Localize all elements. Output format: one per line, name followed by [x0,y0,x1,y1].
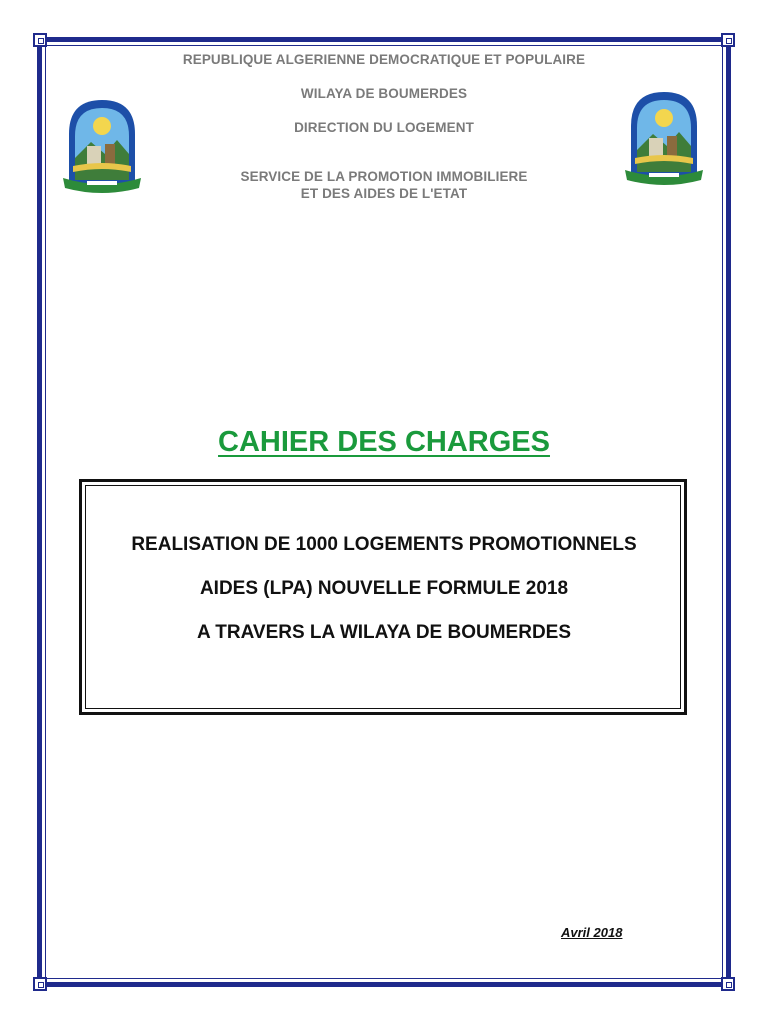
frame-corner-top-left [33,33,47,47]
header-service-line1: SERVICE DE LA PROMOTION IMMOBILIERE [240,169,528,184]
wilaya-emblem-left-icon [61,96,143,196]
subject-line-2: AIDES (LPA) NOUVELLE FORMULE 2018 [199,578,569,599]
document-date: Avril 2018 [561,925,623,940]
header-service-line2: ET DES AIDES DE L'ETAT [300,186,468,201]
subject-line-3: A TRAVERS LA WILAYA DE BOUMERDES [196,622,572,643]
frame-corner-bottom-right [721,977,735,991]
header-direction: DIRECTION DU LOGEMENT [294,120,474,135]
header-wilaya: WILAYA DE BOUMERDES [300,86,468,101]
frame-corner-top-right [721,33,735,47]
frame-corner-bottom-left [33,977,47,991]
subject-line-1: REALISATION DE 1000 LOGEMENTS PROMOTIONNELS [131,534,637,555]
header-republic: REPUBLIQUE ALGERIENNE DEMOCRATIQUE ET POPULAIRE [182,52,586,67]
wilaya-emblem-right-icon [623,88,705,188]
document-title: CAHIER DES CHARGES [218,426,550,458]
